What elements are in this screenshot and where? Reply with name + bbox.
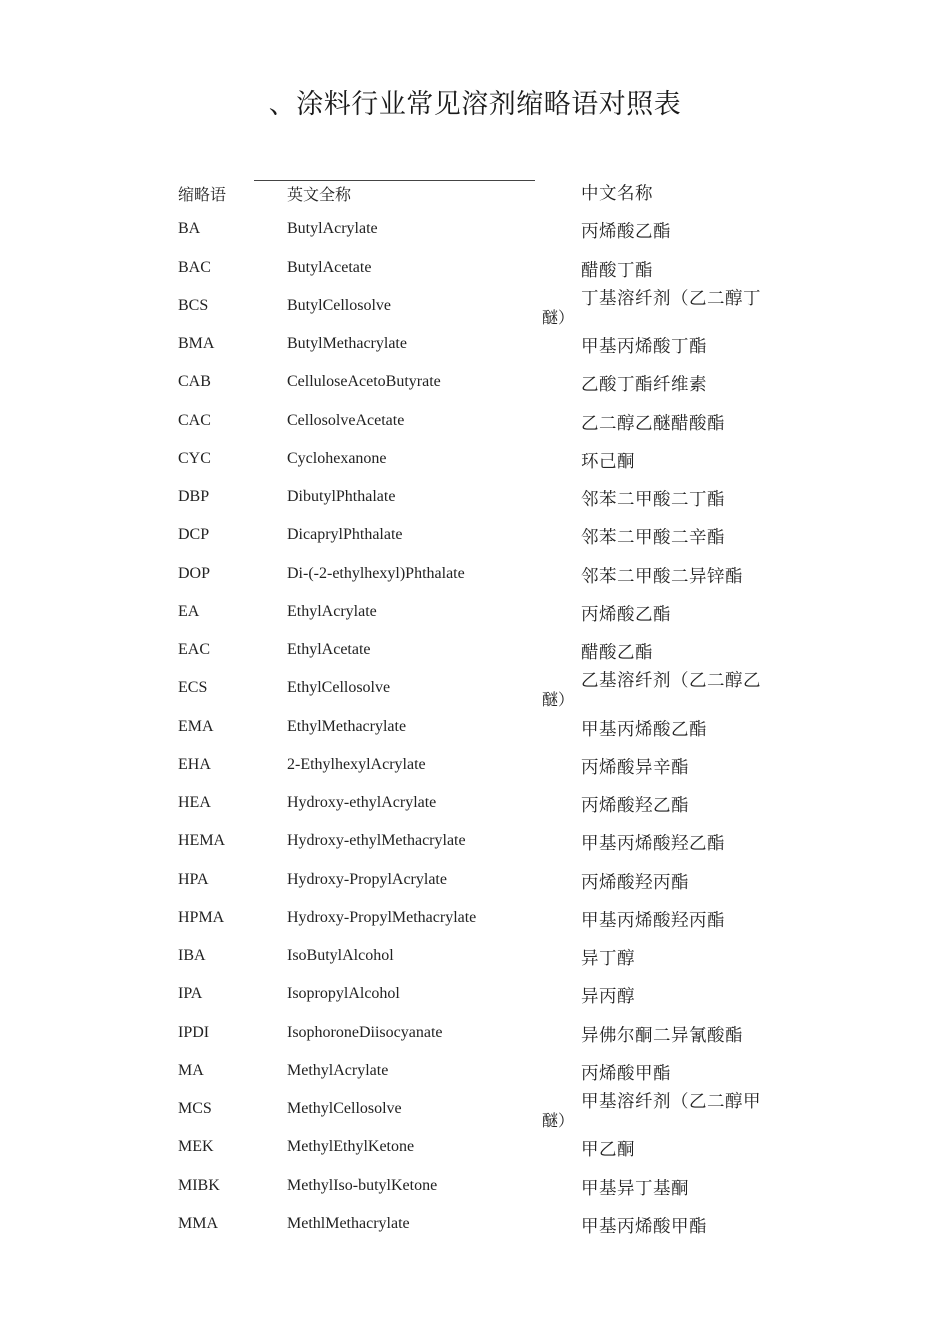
row-chinese: 甲基丙烯酸丁酯 (581, 336, 707, 356)
row-chinese: 甲乙酮 (581, 1139, 635, 1160)
row-chinese: 邻苯二甲酸二异锌酯 (581, 565, 743, 586)
row-english: MethylIso-butylKetone (287, 1176, 438, 1194)
table-row (0, 1205, 950, 1243)
row-english: EthylAcetate (287, 641, 371, 658)
row-chinese: 醋酸丁酯 (581, 259, 653, 280)
row-abbr: MEK (178, 1138, 214, 1156)
row-abbr: HPMA (178, 908, 225, 926)
table-row (0, 402, 950, 440)
header-abbr: 缩略语 (178, 187, 227, 204)
row-english: IsoButylAlcohol (287, 947, 394, 964)
row-english: 2-EthylhexylAcrylate (287, 755, 426, 773)
row-chinese-wrap: 醚） (542, 309, 575, 327)
row-chinese: 丙烯酸乙酯 (581, 603, 671, 624)
row-abbr: EHA (178, 755, 211, 773)
row-chinese-wrap: 醚） (542, 692, 575, 710)
row-abbr: DCP (178, 526, 210, 544)
row-abbr: ECS (178, 679, 208, 697)
row-english: EthylAcrylate (287, 602, 377, 620)
row-chinese: 乙酸丁酯纤维素 (581, 374, 707, 395)
row-abbr: CAC (178, 411, 211, 429)
table-row (0, 249, 950, 287)
row-abbr: IPA (178, 985, 203, 1003)
table-row (0, 325, 950, 363)
row-abbr: CAB (178, 373, 211, 391)
row-english: DibutylPhthalate (287, 488, 396, 505)
table-row (0, 822, 950, 860)
row-english: Di-(-2-ethylhexyl)Phthalate (287, 564, 465, 582)
table-row (0, 287, 950, 325)
table-row (0, 708, 950, 746)
row-english: ButylMethacrylate (287, 335, 407, 352)
row-english: Hydroxy-PropylMethacrylate (287, 908, 477, 926)
row-english: ButylAcrylate (287, 220, 378, 238)
row-abbr: BA (178, 220, 201, 238)
row-english: CellosolveAcetate (287, 411, 405, 429)
row-english: Hydroxy-ethylAcrylate (287, 794, 437, 811)
row-abbr: MIBK (178, 1176, 220, 1194)
page-title: 、涂料行业常见溶剂缩略语对照表 (268, 89, 682, 119)
row-chinese: 甲基丙烯酸甲酯 (581, 1215, 707, 1236)
row-abbr: CYC (178, 449, 211, 467)
table-row (0, 1014, 950, 1052)
row-english: Hydroxy-ethylMethacrylate (287, 832, 466, 850)
table-row (0, 746, 950, 784)
row-chinese: 环己酮 (581, 450, 635, 471)
table-row (0, 631, 950, 669)
row-abbr: EA (178, 602, 200, 620)
table-row (0, 516, 950, 554)
row-chinese: 丙烯酸甲酯 (581, 1062, 671, 1083)
row-english: DicaprylPhthalate (287, 526, 403, 544)
row-english: ButylAcetate (287, 258, 372, 276)
row-chinese: 丁基溶纤剂（乙二醇丁 (581, 287, 761, 308)
table-row (0, 1052, 950, 1090)
row-english: MethlMethacrylate (287, 1214, 410, 1232)
row-chinese: 甲基异丁基酮 (581, 1177, 689, 1198)
row-english: IsopropylAlcohol (287, 985, 400, 1003)
row-english: Hydroxy-PropylAcrylate (287, 870, 447, 888)
table-row (0, 593, 950, 631)
table-row (0, 440, 950, 478)
row-abbr: MCS (178, 1100, 212, 1117)
row-english: ButylCellosolve (287, 296, 391, 314)
table-row (0, 975, 950, 1013)
table-row (0, 1128, 950, 1166)
row-chinese: 丙烯酸羟乙酯 (581, 795, 689, 815)
table-row (0, 555, 950, 593)
row-chinese: 邻苯二甲酸二丁酯 (581, 489, 725, 509)
row-chinese: 丙烯酸羟丙酯 (581, 871, 689, 892)
row-abbr: IPDI (178, 1023, 210, 1041)
row-english: MethylAcrylate (287, 1061, 389, 1079)
row-english: MethylCellosolve (287, 1100, 402, 1117)
table-body (0, 210, 950, 1243)
row-chinese: 甲基丙烯酸羟乙酯 (581, 833, 725, 854)
row-english: CelluloseAcetoButyrate (287, 373, 441, 391)
row-english: Cyclohexanone (287, 449, 387, 467)
header-english: 英文全称 (287, 187, 352, 204)
row-chinese: 甲基溶纤剂（乙二醇甲 (581, 1091, 761, 1111)
table-row (0, 363, 950, 401)
row-abbr: MMA (178, 1214, 219, 1232)
row-abbr: DBP (178, 488, 210, 505)
table-row (0, 669, 950, 710)
header-chinese: 中文名称 (581, 183, 653, 203)
table-row (0, 210, 950, 248)
row-chinese: 丙烯酸异辛酯 (581, 756, 689, 777)
row-english: IsophoroneDiisocyanate (287, 1023, 443, 1041)
row-chinese: 丙烯酸乙酯 (581, 221, 671, 242)
row-chinese: 甲基丙烯酸乙酯 (581, 718, 707, 739)
table-row (0, 1167, 950, 1205)
table-row (0, 899, 950, 937)
row-chinese: 异丁醇 (581, 948, 635, 968)
row-abbr: MA (178, 1061, 204, 1079)
row-abbr: EMA (178, 717, 214, 735)
row-abbr: BCS (178, 296, 209, 314)
row-chinese: 异佛尔酮二异氰酸酯 (581, 1024, 743, 1045)
table-row (0, 784, 950, 822)
table-row (0, 478, 950, 516)
table-header-row (0, 172, 950, 210)
row-chinese: 甲基丙烯酸羟丙酯 (581, 909, 725, 930)
row-abbr: IBA (178, 947, 206, 964)
row-abbr: HPA (178, 870, 209, 888)
row-abbr: EAC (178, 641, 210, 658)
row-english: EthylCellosolve (287, 679, 391, 697)
row-abbr: DOP (178, 564, 211, 582)
row-chinese-wrap: 醚） (542, 1113, 575, 1130)
table-row (0, 861, 950, 899)
row-chinese: 乙二醇乙醚醋酸酯 (581, 412, 725, 433)
abbreviation-table (0, 172, 950, 1243)
row-chinese: 醋酸乙酯 (581, 642, 653, 662)
row-chinese: 乙基溶纤剂（乙二醇乙 (581, 670, 761, 691)
row-abbr: BAC (178, 258, 211, 276)
table-row (0, 937, 950, 975)
table-row (0, 1090, 950, 1128)
row-chinese: 邻苯二甲酸二辛酯 (581, 527, 725, 548)
row-english: MethylEthylKetone (287, 1138, 415, 1156)
row-abbr: HEA (178, 794, 211, 811)
row-english: EthylMethacrylate (287, 717, 407, 735)
row-abbr: HEMA (178, 832, 226, 850)
row-chinese: 异丙醇 (581, 986, 635, 1007)
row-abbr: BMA (178, 335, 215, 352)
